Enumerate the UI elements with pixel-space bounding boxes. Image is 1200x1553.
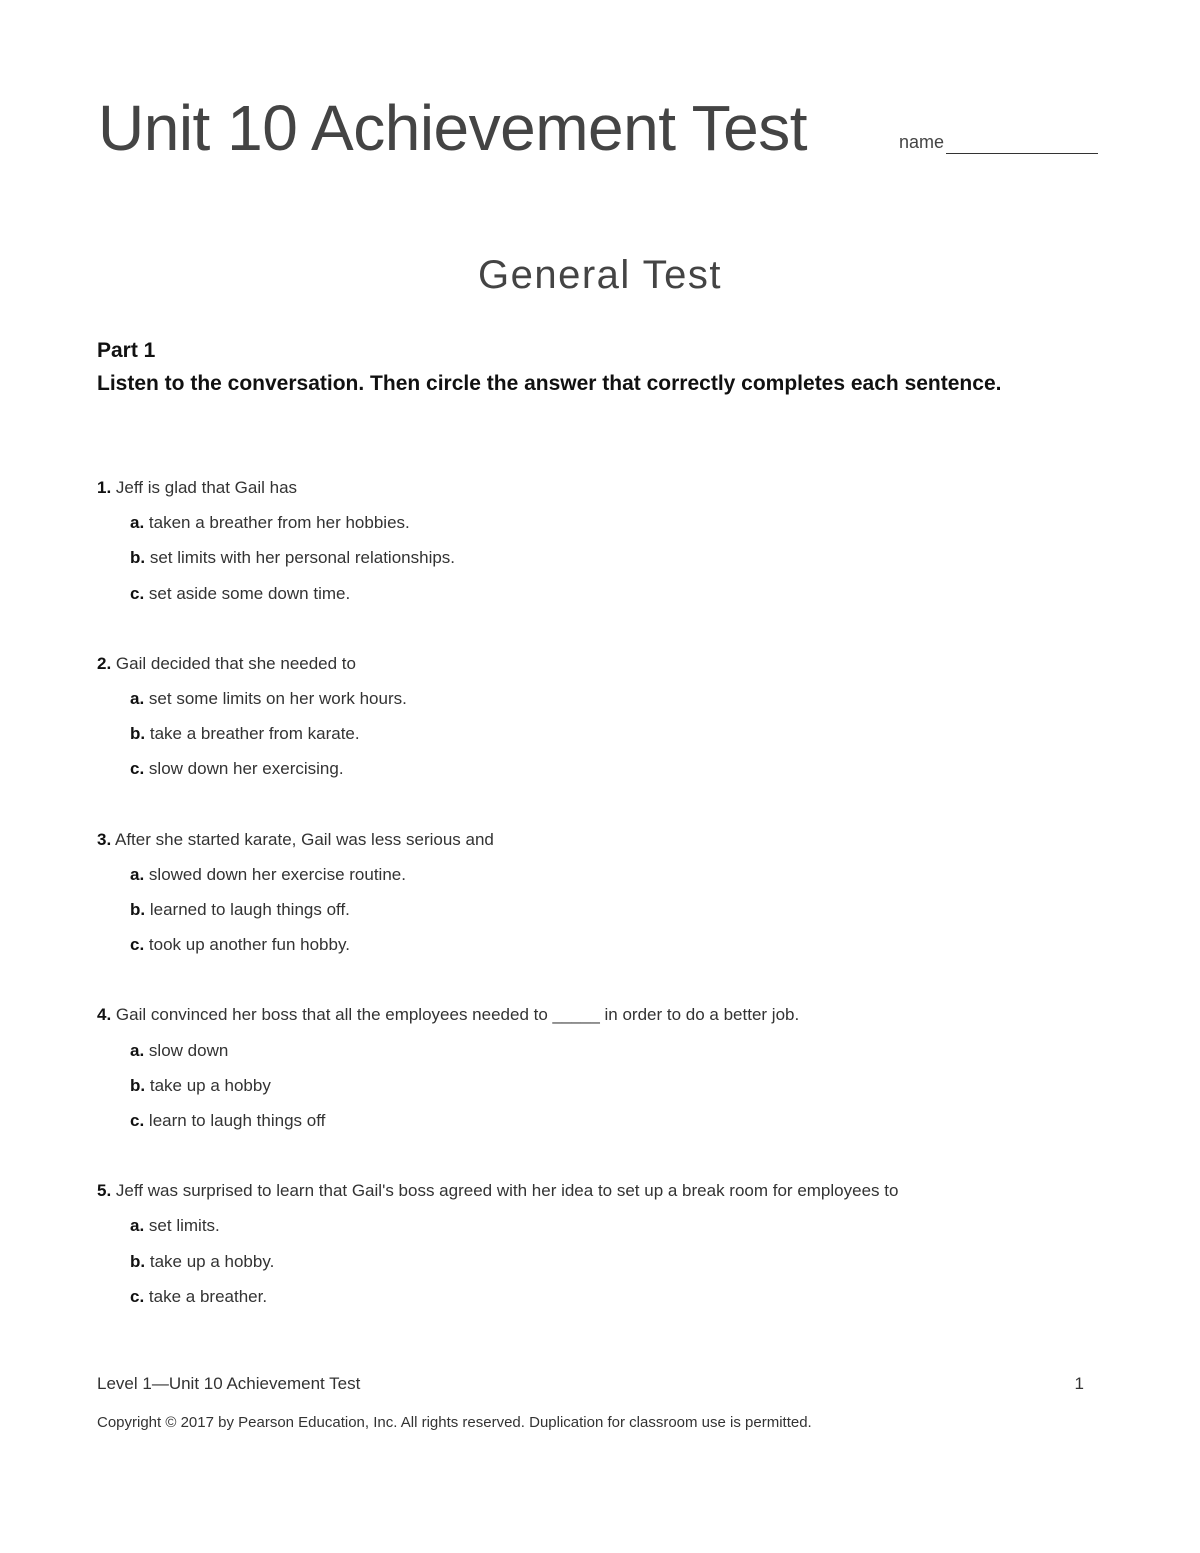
copyright-notice: Copyright © 2017 by Pearson Education, Inc. All rights reserved. Duplication for classroom use is permitted.: [97, 1414, 812, 1431]
option-letter: b.: [130, 900, 146, 920]
title-row: [98, 88, 1098, 178]
option-text: set limits with her personal relationships.: [149, 548, 456, 568]
question-stem: [97, 470, 1097, 505]
question-number: 1.: [97, 478, 112, 497]
answer-option[interactable]: [97, 1068, 1097, 1103]
option-letter: b.: [130, 1251, 146, 1271]
part-instructions: Listen to the conversation. Then circle the answer that correctly completes each sentence.: [97, 372, 1002, 395]
option-letter: a.: [130, 689, 145, 709]
question-stem: [97, 646, 1097, 681]
answer-option[interactable]: [97, 716, 1097, 751]
question-item: [97, 646, 1097, 787]
question-text: Jeff is glad that Gail has: [115, 478, 298, 497]
answer-option[interactable]: [97, 1208, 1097, 1243]
option-text: learned to laugh things off.: [149, 900, 350, 920]
option-letter: a.: [130, 1040, 145, 1060]
question-text: Gail decided that she needed to: [115, 653, 356, 673]
option-letter: b.: [130, 1075, 146, 1095]
question-item: [97, 997, 1097, 1138]
answer-option[interactable]: [97, 576, 1097, 611]
option-letter: b.: [130, 724, 146, 744]
question-item: [97, 822, 1097, 963]
question-item: [97, 1173, 1097, 1314]
question-stem: [97, 997, 1097, 1032]
answer-option[interactable]: [97, 1033, 1097, 1068]
footer-label: Level 1—Unit 10 Achievement Test: [97, 1374, 361, 1393]
answer-option[interactable]: [97, 751, 1097, 786]
option-text: take up a hobby: [149, 1075, 271, 1095]
answer-option[interactable]: [97, 1103, 1097, 1138]
question-stem: [97, 1173, 1097, 1208]
question-text: Jeff was surprised to learn that Gail's boss agreed with her idea to set up a break room for employees to: [115, 1181, 899, 1201]
option-text: slow down: [148, 1040, 229, 1060]
question-list: [97, 470, 1097, 1349]
option-text: slowed down her exercise routine.: [148, 864, 406, 884]
answer-option[interactable]: [97, 681, 1097, 716]
option-text: learn to laugh things off: [148, 1111, 326, 1131]
answer-option[interactable]: [97, 505, 1097, 540]
question-number: 4.: [97, 1005, 112, 1025]
option-text: take up a hobby.: [149, 1251, 275, 1271]
option-letter: b.: [130, 548, 146, 568]
option-letter: a.: [130, 1216, 145, 1236]
question-number: 5.: [97, 1181, 112, 1201]
section-title: General Test: [477, 253, 723, 297]
question-stem: [97, 822, 1097, 857]
option-text: take a breather from karate.: [149, 724, 360, 744]
question-number: 2.: [97, 653, 112, 673]
option-letter: c.: [130, 583, 145, 603]
option-text: taken a breather from her hobbies.: [148, 513, 410, 533]
question-number: 3.: [97, 829, 112, 849]
answer-option[interactable]: [97, 927, 1097, 962]
question-text: Gail convinced her boss that all the employees needed to _____ in order to do a better job.: [115, 1005, 800, 1025]
option-text: set limits.: [148, 1216, 220, 1236]
option-letter: c.: [130, 1286, 145, 1306]
option-letter: a.: [130, 864, 145, 884]
page-number: 1: [1074, 1374, 1084, 1393]
answer-option[interactable]: [97, 540, 1097, 575]
option-text: slow down her exercising.: [148, 759, 344, 779]
answer-option[interactable]: [97, 892, 1097, 927]
name-blank-line: [946, 133, 1098, 154]
page-title: Unit 10 Achievement Test: [98, 92, 807, 164]
answer-option[interactable]: [97, 1244, 1097, 1279]
name-label: name: [898, 132, 944, 152]
answer-option[interactable]: [97, 857, 1097, 892]
question-text: After she started karate, Gail was less serious and: [114, 829, 494, 849]
option-letter: c.: [130, 759, 145, 779]
answer-option[interactable]: [97, 1279, 1097, 1314]
option-letter: c.: [130, 1111, 145, 1131]
question-item: [97, 470, 1097, 611]
name-field: [899, 130, 1098, 154]
part-heading: Part 1: [97, 339, 156, 362]
option-text: set aside some down time.: [148, 583, 351, 603]
option-text: took up another fun hobby.: [148, 935, 350, 955]
option-text: take a breather.: [148, 1286, 268, 1306]
option-letter: c.: [130, 935, 145, 955]
option-letter: a.: [130, 513, 145, 533]
option-text: set some limits on her work hours.: [148, 689, 407, 709]
